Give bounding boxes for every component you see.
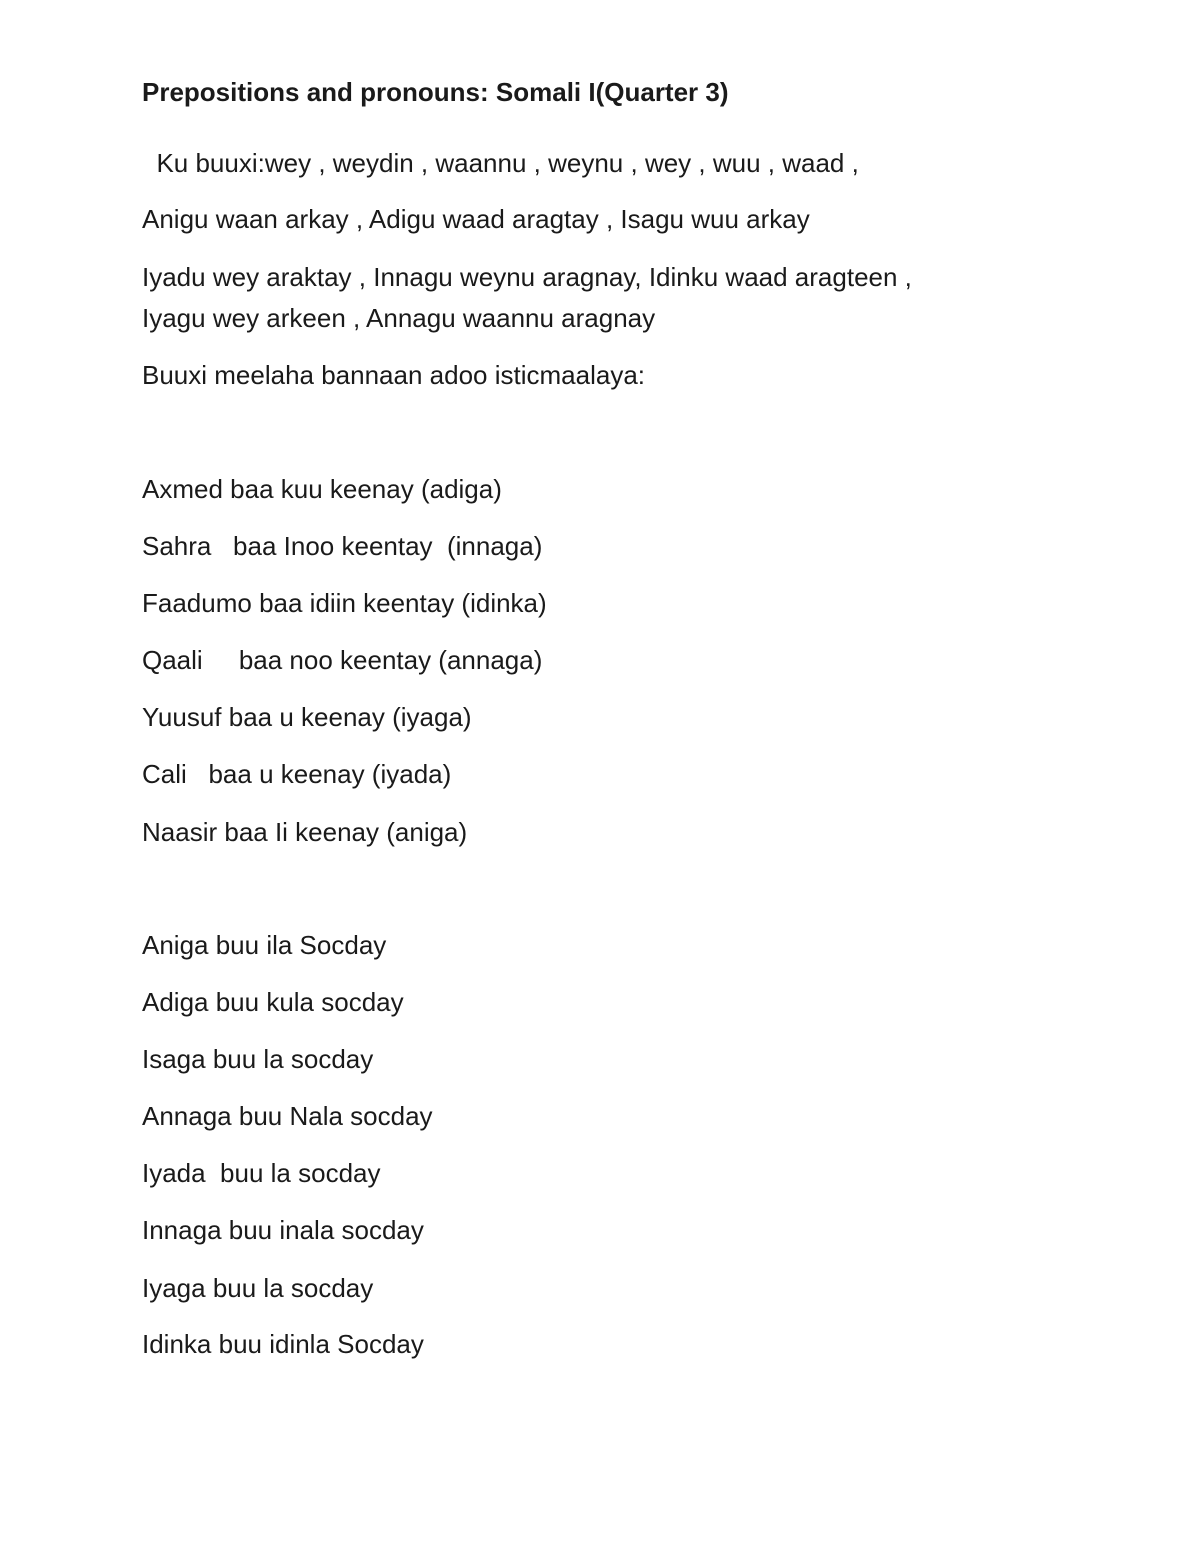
exercise-line: Faadumo baa idiin keentay (idinka) [142,588,547,618]
example-line-2a: Iyadu wey araktay , Innagu weynu aragnay, Idinku waad aragteen , [142,262,912,292]
exercise-line: Yuusuf baa u keenay (iyaga) [142,702,472,732]
exercise-line: Iyaga buu la socday [142,1273,374,1303]
exercise-line: Idinka buu idinla Socday [142,1329,424,1359]
exercise-line: Sahra baa Inoo keentay (innaga) [142,531,543,561]
exercise-line: Isaga buu la socday [142,1044,374,1074]
exercise-line: Annaga buu Nala socday [142,1101,433,1131]
exercise-line: Adiga buu kula socday [142,987,404,1017]
exercise-line: Qaali baa noo keentay (annaga) [142,645,543,675]
exercise-line: Axmed baa kuu keenay (adiga) [142,474,502,504]
exercise-line: Innaga buu inala socday [142,1215,424,1245]
exercise-line: Naasir baa Ii keenay (aniga) [142,817,468,847]
exercise-line: Iyada buu la socday [142,1158,381,1188]
fill-prompt: Ku buuxi:wey , weydin , waannu , weynu , wey , wuu , waad , [142,148,859,178]
example-line-2b: Iyagu wey arkeen , Annagu waannu aragnay [142,303,656,333]
page-title: Prepositions and pronouns: Somali I(Quarter 3) [142,77,729,107]
example-line-1: Anigu waan arkay , Adigu waad aragtay , Isagu wuu arkay [142,204,810,234]
exercise-line: Cali baa u keenay (iyada) [142,759,452,789]
exercise-line: Aniga buu ila Socday [142,930,387,960]
instruction-line: Buuxi meelaha bannaan adoo isticmaalaya: [142,360,646,390]
